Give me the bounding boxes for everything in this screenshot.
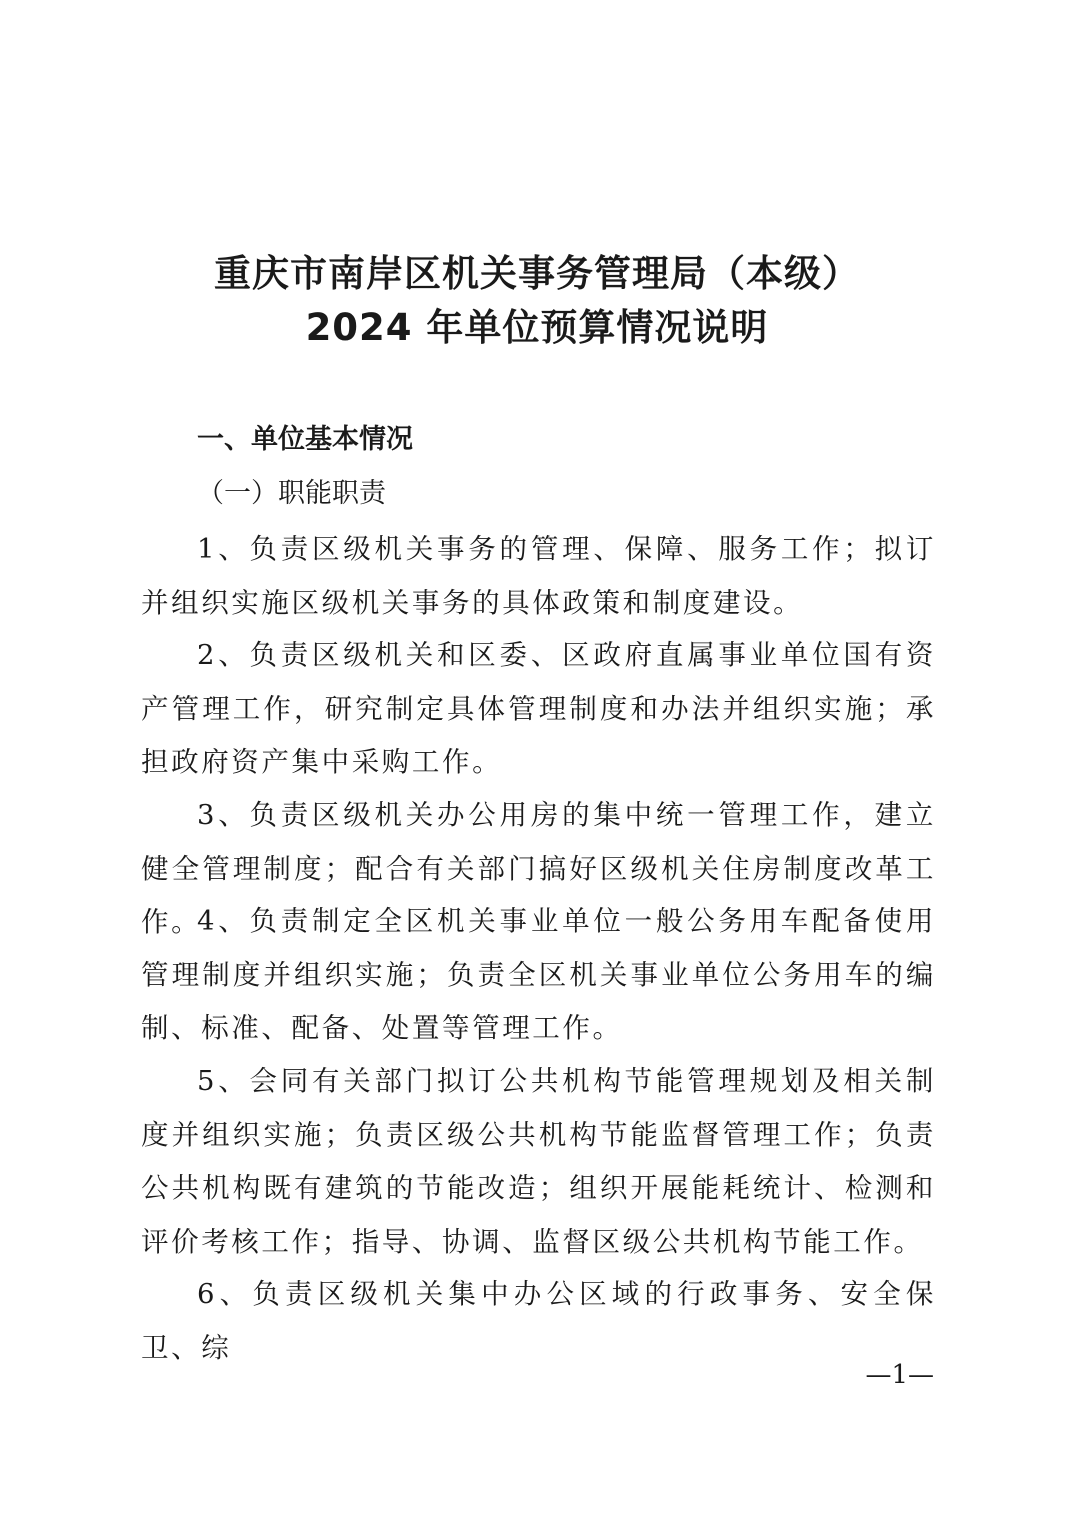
page-number: —1— — [865, 1360, 934, 1390]
document-title-line-2: 2024 年单位预算情况说明 — [305, 306, 769, 349]
paragraph-3: 3、负责区级机关办公用房的集中统一管理工作，建立健全管理制度；配合有关部门搞好区级机关住房制度改革工作。 — [141, 799, 936, 938]
paragraph-4: 4、负责制定全区机关事业单位一般公务用车配备使用管理制度并组织实施；负责全区机关事业单位公务用车的编制、标准、配备、处置等管理工作。 — [141, 905, 936, 1044]
paragraph-5: 5、会同有关部门拟订公共机构节能管理规划及相关制度并组织实施；负责区级公共机构节能监督管理工作；负责公共机构既有建筑的节能改造；组织开展能耗统计、检测和评价考核工作；指导、协调、监督区级公共机构节能工作。 — [141, 1065, 936, 1258]
section-heading: 一、单位基本情况 — [197, 424, 413, 455]
sub-heading: （一）职能职责 — [197, 478, 386, 509]
paragraph-1: 1、负责区级机关事务的管理、保障、服务工作；拟订并组织实施区级机关事务的具体政策和制度建设。 — [141, 533, 936, 619]
paragraph-6: 6、负责区级机关集中办公区域的行政事务、安全保卫、综 — [141, 1278, 936, 1364]
document-title-line-1: 重庆市南岸区机关事务管理局（本级） — [214, 252, 860, 295]
paragraph-2: 2、负责区级机关和区委、区政府直属事业单位国有资产管理工作，研究制定具体管理制度和办法并组织实施；承担政府资产集中采购工作。 — [141, 639, 936, 778]
